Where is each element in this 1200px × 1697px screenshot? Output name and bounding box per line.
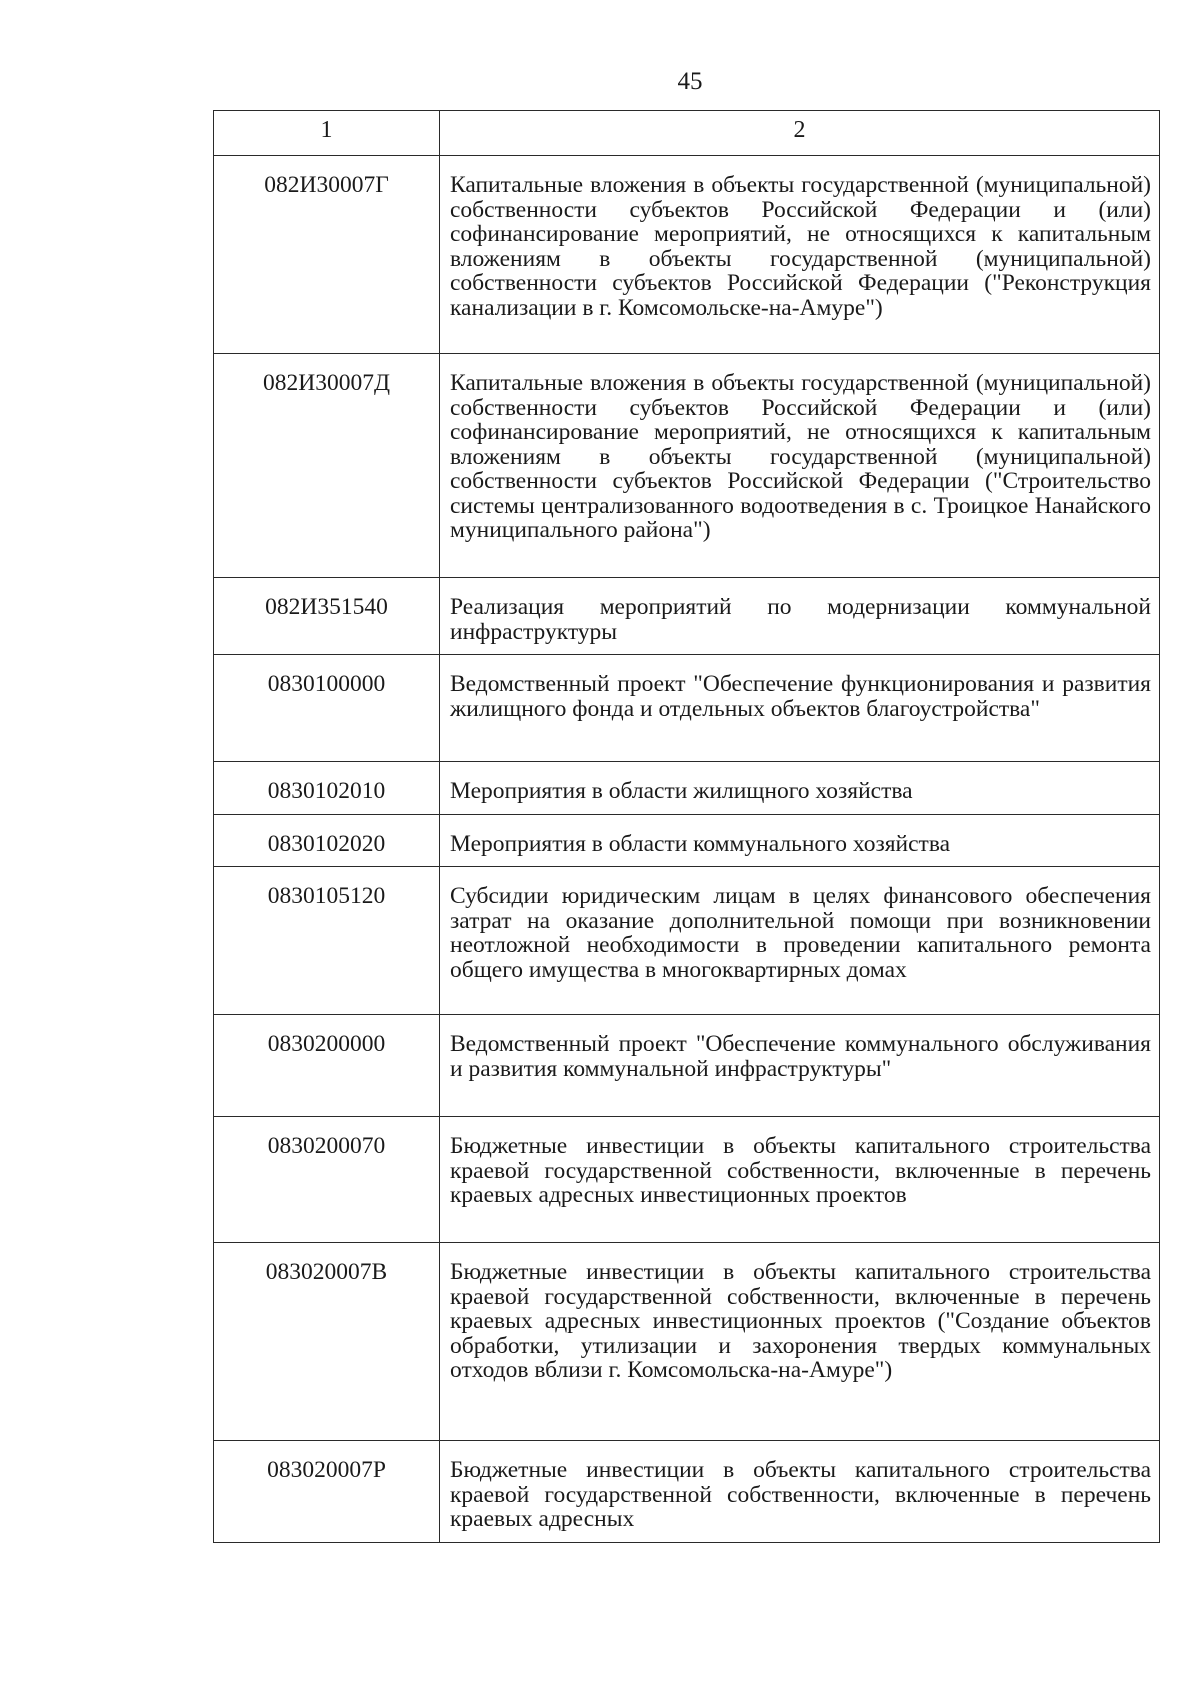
table-row bbox=[214, 156, 1160, 354]
row-description: Ведомственный проект "Обеспечение функционирования и развития жилищного фонда и отдельных объектов благоустройства" bbox=[440, 655, 1160, 762]
row-description: Ведомственный проект "Обеспечение коммунального обслуживания и развития коммунальной инфраструктуры" bbox=[440, 1015, 1160, 1117]
table-row bbox=[214, 578, 1160, 655]
row-code: 0830200070 bbox=[214, 1117, 440, 1243]
row-description: Капитальные вложения в объекты государственной (муниципальной) собственности субъектов Российской Федерации и (или) софинансирование мероприятий, не относящихся к капитальным вложениям в объекты государственной (муниципальной) собственности субъектов Российской Федерации ("Реконструкция канализации в г. Комсомольске-на-Амуре") bbox=[440, 156, 1160, 354]
row-code: 083020007В bbox=[214, 1243, 440, 1441]
column-header-description: 2 bbox=[440, 111, 1160, 156]
table-row bbox=[214, 762, 1160, 815]
row-description bbox=[440, 1441, 1160, 1543]
table-row bbox=[214, 1441, 1160, 1543]
row-code: 082И30007Д bbox=[214, 354, 440, 578]
row-code: 082И30007Г bbox=[214, 156, 440, 354]
table-row bbox=[214, 1117, 1160, 1243]
row-code: 083020007Р bbox=[214, 1441, 440, 1543]
codes-table bbox=[213, 110, 1160, 1543]
row-description: Субсидии юридическим лицам в целях финансового обеспечения затрат на оказание дополнительной помощи при возникновении неотложной необходимости в проведении капитального ремонта общего имущества в многоквартирных домах bbox=[440, 867, 1160, 1015]
table-row bbox=[214, 814, 1160, 867]
row-code: 082И351540 bbox=[214, 578, 440, 655]
row-description: Бюджетные инвестиции в объекты капитального строительства краевой государственной собственности, включенные в перечень краевых адресных инвестиционных проектов bbox=[440, 1117, 1160, 1243]
row-description: Капитальные вложения в объекты государственной (муниципальной) собственности субъектов Российской Федерации и (или) софинансирование мероприятий, не относящихся к капитальным вложениям в объекты государственной (муниципальной) собственности субъектов Российской Федерации ("Строительство системы централизованного водоотведения в с. Троицкое Нанайского муниципального района") bbox=[440, 354, 1160, 578]
row-description: Мероприятия в области жилищного хозяйства bbox=[440, 762, 1160, 815]
table-row bbox=[214, 1015, 1160, 1117]
page-number: 45 bbox=[677, 68, 703, 95]
table-row bbox=[214, 655, 1160, 762]
header-row bbox=[214, 111, 1160, 156]
table-row bbox=[214, 354, 1160, 578]
row-code: 0830100000 bbox=[214, 655, 440, 762]
classification-table bbox=[213, 110, 1159, 1543]
row-description: Бюджетные инвестиции в объекты капитального строительства краевой государственной собственности, включенные в перечень краевых адресных инвестиционных проектов ("Создание объектов обработки, утилизации и захоронения твердых коммунальных отходов вблизи г. Комсомольска-на-Амуре") bbox=[440, 1243, 1160, 1441]
row-description: Мероприятия в области коммунального хозяйства bbox=[440, 814, 1160, 867]
row-code: 0830200000 bbox=[214, 1015, 440, 1117]
table-row bbox=[214, 1243, 1160, 1441]
row-code: 0830102010 bbox=[214, 762, 440, 815]
row-code: 0830102020 bbox=[214, 814, 440, 867]
row-code: 0830105120 bbox=[214, 867, 440, 1015]
row-description: Реализация мероприятий по модернизации коммунальной инфраструктуры bbox=[440, 578, 1160, 655]
table-row bbox=[214, 867, 1160, 1015]
column-header-code: 1 bbox=[214, 111, 440, 156]
row-description-text: Бюджетные инвестиции в объекты капитального строительства краевой государственной собственности, включенные в перечень краевых адресных bbox=[450, 1458, 1151, 1532]
